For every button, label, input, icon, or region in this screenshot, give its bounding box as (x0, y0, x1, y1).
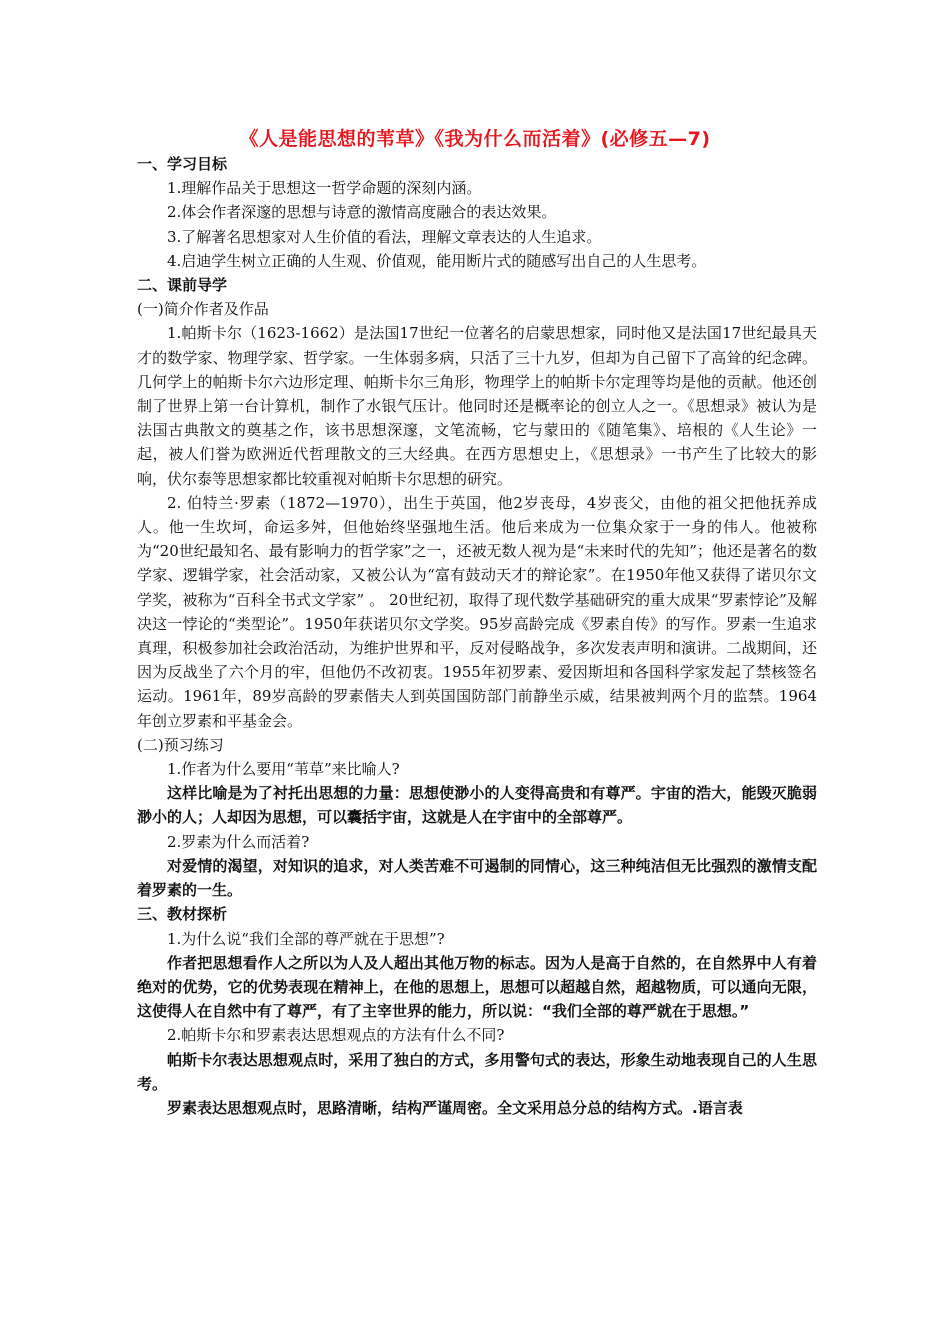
analysis-question: 2.帕斯卡尔和罗素表达思想观点的方法有什么不同? (167, 1026, 505, 1045)
objective-item: 2.体会作者深邃的思想与诗意的激情高度融合的表达效果。 (167, 203, 557, 222)
section-heading-objectives: 一、学习目标 (137, 155, 228, 173)
analysis-answer: 罗素表达思想观点时，思路清晰，结构严谨周密。全文采用总分总的结构方式。.语言表 (167, 1098, 743, 1117)
subsection-heading-authors: (一)简介作者及作品 (137, 300, 269, 319)
preview-answer: 这样比喻是为了衬托出思想的力量：思想使渺小的人变得高贵和有尊严。宇宙的浩大，能毁灭脆弱渺小的人；人却因为思想，可以囊括宇宙，这就是人在宇宙中的全部尊严。 (137, 784, 817, 827)
pascal-paragraph: 1.帕斯卡尔（1623-1662）是法国17世纪一位著名的启蒙思想家，同时他又是法国17世纪最具天才的数学家、物理学家、哲学家。一生体弱多病，只活了三十九岁，但却为自己留下了高耸的纪念碑。几何学上的帕斯卡尔六边形定理、帕斯卡尔三角形，物理学上的帕斯卡尔定理等均是他的贡献。他还创制了世界上第一台计算机，制作了水银气压计。他同时还是概率论的创立人之一。《思想录》被认为是法国古典散文的奠基之作，该书思想深邃，文笔流畅，它与蒙田的《随笔集》、培根的《人生论》一起，被人们誉为欧洲近代哲理散文的三大经典。在西方思想史上，《思想录》一书产生了比较大的影响，伏尔泰等思想家都比较重视对帕斯卡尔思想的研究。 (137, 324, 817, 488)
document-title: 《人是能思想的苇草》《我为什么而活着》(必修五—7) (239, 128, 711, 150)
russell-paragraph: 2. 伯特兰·罗素（1872—1970），出生于英国，他2岁丧母，4岁丧父，由他的祖父把他抚养成人。他一生坎坷，命运多舛，但他始终坚强地生活。他后来成为一位集众家于一身的伟人。他被称为“20世纪最知名、最有影响力的哲学家”之一，还被无数人视为是“未来时代的先知”；他还是著名的数学家、逻辑学家，社会活动家，又被公认为“富有鼓动天才的辩论家”。在1950年他又获得了诺贝尔文学奖，被称为“百科全书式文学家” 。 20世纪初，取得了现代数学基础研究的重大成果“罗素悖论”及解决这一悖论的“类型论”。1950年获诺贝尔文学奖。95岁高龄完成《罗素自传》的写作。罗素一生追求真理，积极参加社会政治活动，为维护世界和平，反对侵略战争，多次发表声明和演讲。二战期间，还因为反战坐了六个月的牢，但他仍不改初衷。1955年初罗素、爱因斯坦和各国科学家发起了禁核签名运动。1961年，89岁高龄的罗素偕夫人到英国国防部门前静坐示威，结果被判两个月的监禁。1964年创立罗素和平基金会。 (137, 493, 817, 730)
section-heading-preview: 二、课前导学 (137, 276, 228, 295)
preview-answer: 对爱情的渴望，对知识的追求，对人类苦难不可遏制的同情心，这三种纯洁但无比强烈的激情支配着罗素的一生。 (137, 856, 817, 900)
preview-question: 1.作者为什么要用“苇草”来比喻人? (167, 760, 400, 779)
objective-item: 3.了解著名思想家对人生价值的看法，理解文章表达的人生追求。 (167, 227, 602, 246)
objective-item: 1.理解作品关于思想这一哲学命题的深刻内涵。 (167, 179, 482, 198)
objective-item: 4.启迪学生树立正确的人生观、价值观，能用断片式的随感写出自己的人生思考。 (167, 251, 707, 270)
document-body (137, 152, 817, 1120)
section-heading-analysis: 三、教材探析 (137, 905, 228, 924)
analysis-answer: 帕斯卡尔表达思想观点时，采用了独白的方式，多用警句式的表达，形象生动地表现自己的人生思考。 (137, 1050, 817, 1093)
analysis-question: 1.为什么说“我们全部的尊严就在于思想”? (167, 929, 445, 948)
subsection-heading-exercises: (二)预习练习 (137, 735, 224, 754)
analysis-answer: 作者把思想看作人之所以为人及人超出其他万物的标志。因为人是高于自然的，在自然界中人有着绝对的优势，它的优势表现在精神上，在他的思想上，思想可以超越自然，超越物质，可以通向无限，这使得人在自然中有了尊严，有了主宰世界的能力，所以说：“我们全部的尊严就在于思想。” (137, 953, 817, 1021)
preview-question: 2.罗素为什么而活着? (167, 832, 310, 851)
